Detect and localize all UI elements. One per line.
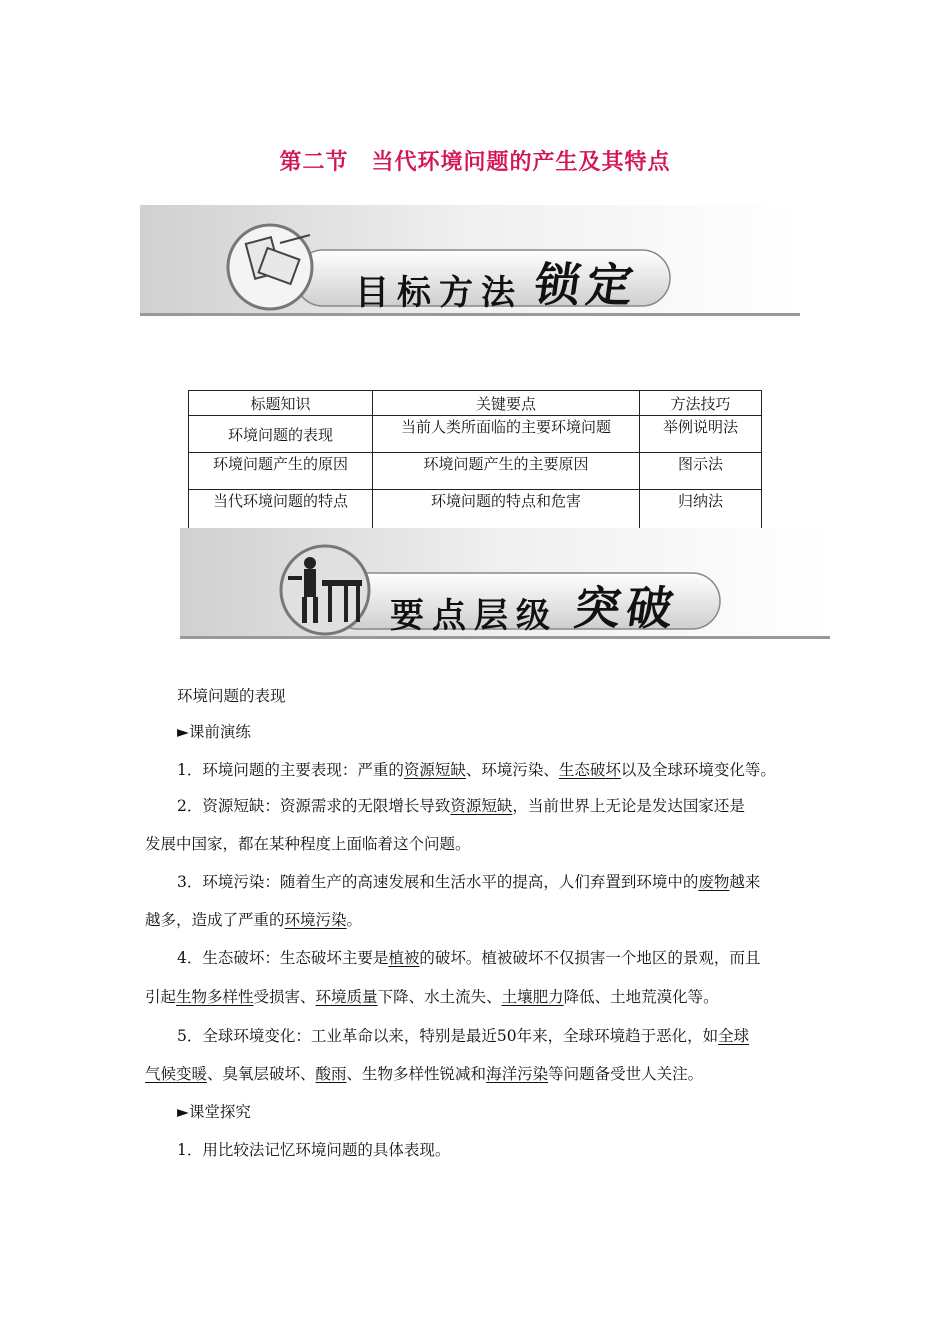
blank-answer: 海洋污染	[486, 1065, 549, 1083]
table-header: 方法技巧	[640, 391, 762, 416]
objectives-table	[188, 390, 762, 530]
banner-emphasis: 锁定	[530, 258, 643, 312]
banner-label: 要点层级	[390, 596, 558, 636]
item-3-line-1: 3．环境污染：随着生产的高速发展和生活水平的提高，人们弃置到环境中的废物越来	[177, 873, 761, 891]
blank-answer: 资源短缺	[450, 797, 513, 815]
table-cell: 环境问题的特点和危害	[373, 490, 640, 531]
blank-answer: 生物多样性	[176, 988, 254, 1006]
page-title: 第二节 当代环境问题的产生及其特点	[279, 150, 671, 175]
blank-answer: 植被	[388, 949, 420, 967]
blank-answer: 资源短缺	[403, 761, 466, 779]
table-cell: 环境问题产生的原因	[189, 453, 373, 490]
blank-answer: 生态破坏	[558, 761, 621, 779]
item-2-line-2: 发展中国家，都在某种程度上面临着这个问题。	[145, 835, 471, 853]
banner-label: 目标方法	[355, 273, 523, 313]
table-header: 关键要点	[373, 391, 640, 416]
table-cell: 当前人类所面临的主要环境问题	[373, 416, 640, 453]
table-cell: 环境问题产生的主要原因	[373, 453, 640, 490]
table-header-row	[189, 391, 762, 416]
table-cell: 当代环境问题的特点	[189, 490, 373, 531]
objective-banner	[140, 205, 800, 325]
breakthrough-banner	[180, 528, 830, 648]
table-cell: 归纳法	[640, 490, 762, 531]
explore-item-1: 1．用比较法记忆环境问题的具体表现。	[177, 1141, 451, 1159]
blank-answer: 全球	[718, 1027, 750, 1045]
table-cell: 环境问题的表现	[189, 416, 373, 453]
pre-class-label: ►课前演练	[177, 723, 251, 741]
blank-answer: 土壤肥力	[501, 988, 564, 1006]
item-2-line-1: 2．资源短缺：资源需求的无限增长导致资源短缺，当前世界上无论是发达国家还是	[177, 797, 745, 815]
blank-answer: 环境污染	[284, 911, 347, 929]
blank-answer: 环境质量	[315, 988, 378, 1006]
blank-answer: 酸雨	[315, 1065, 347, 1083]
blank-answer: 废物	[698, 873, 730, 891]
item-5-line-2: 气候变暖、臭氧层破坏、酸雨、生物多样性锐减和海洋污染等问题备受世人关注。	[145, 1065, 704, 1083]
in-class-label: ►课堂探究	[177, 1103, 251, 1121]
item-4-line-1: 4．生态破坏：生态破坏主要是植被的破坏。植被破坏不仅损害一个地区的景观，而且	[177, 949, 761, 967]
item-1: 1．环境问题的主要表现：严重的资源短缺、环境污染、生态破坏以及全球环境变化等。	[177, 761, 776, 779]
item-4-line-2: 引起生物多样性受损害、环境质量下降、水土流失、土壤肥力降低、土地荒漠化等。	[145, 988, 719, 1006]
table-cell: 图示法	[640, 453, 762, 490]
table-cell: 举例说明法	[640, 416, 762, 453]
blank-answer: 气候变暖	[145, 1065, 208, 1083]
item-5-line-1: 5．全球环境变化：工业革命以来，特别是最近50年来，全球环境趋于恶化，如全球	[177, 1027, 750, 1045]
table-row	[189, 416, 762, 453]
table-header: 标题知识	[189, 391, 373, 416]
banner-emphasis: 突破	[570, 581, 683, 635]
table-row	[189, 453, 762, 490]
section-heading: 环境问题的表现	[177, 687, 286, 705]
table-row	[189, 490, 762, 531]
item-3-line-2: 越多，造成了严重的环境污染。	[145, 911, 363, 929]
